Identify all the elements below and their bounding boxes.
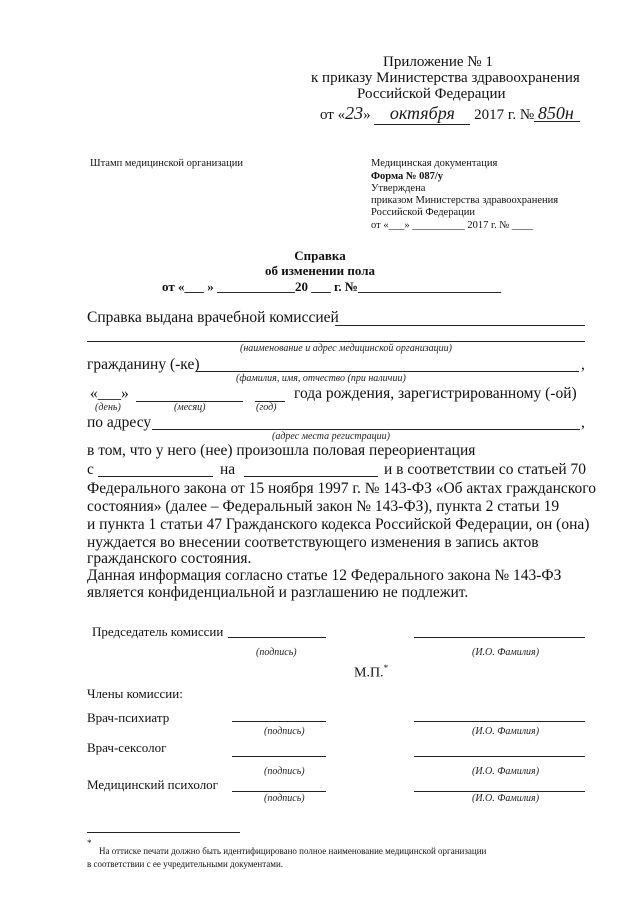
sexologist-sign-caption: (подпись): [264, 766, 305, 777]
appendix-month: октября: [374, 103, 470, 125]
issued-by-label: Справка выдана врачебной комиссией: [87, 309, 339, 326]
psychiatrist-sign-caption: (подпись): [264, 726, 305, 737]
sexologist-name-line: [414, 756, 585, 757]
form-info-line1: Медицинская документация: [371, 158, 498, 169]
paragraph1-line1: в том, что у него (нее) произошла половая переориентация: [87, 442, 476, 459]
address-comma: ,: [581, 414, 585, 431]
birth-day-field: «___»: [90, 385, 129, 402]
appendix-date: от «23» октября 2017 г. № 850н: [320, 103, 574, 123]
month-caption: (месяц): [174, 402, 206, 413]
chairman-name-line: [414, 637, 585, 638]
year-caption: (год): [256, 402, 277, 413]
sexologist-sign-line: [232, 756, 326, 757]
address-caption: (адрес места регистрации): [272, 431, 390, 442]
citizen-field-line: [196, 371, 579, 372]
footnote-marker: *: [87, 838, 92, 848]
form-info-date: от «___» __________ 2017 г. № ____: [371, 220, 533, 231]
fio-caption: (фамилия, имя, отчество (при наличии): [236, 373, 406, 384]
birth-registered-text: года рождения, зарегистрированному (-ой): [294, 385, 577, 402]
footnote-line2: в соответствии с ее учредительными документами.: [87, 859, 284, 869]
psychiatrist-sign-line: [232, 721, 326, 722]
appendix-number: 850н: [537, 103, 574, 123]
appendix-ministry: Российской Федерации: [357, 86, 506, 102]
paragraph2-line2: является конфиденциальной и разглашению не подлежит.: [87, 584, 469, 601]
paragraph1-line3: Федерального закона от 15 ноября 1997 г. № 143-ФЗ «Об актах гражданского: [87, 480, 596, 497]
day-caption: (день): [95, 402, 121, 413]
appendix-day: 23: [345, 103, 364, 123]
org-field-line1: [335, 325, 585, 326]
psychiatrist-name-line: [414, 721, 585, 722]
paragraph1-line5: и пункта 1 статьи 47 Гражданского кодекса Российской Федерации, он (она): [87, 516, 590, 533]
form-info-order: приказом Министерства здравоохранения: [371, 195, 559, 206]
chairman-name-caption: (И.О. Фамилия): [472, 647, 540, 658]
form-number: Форма № 087/у: [371, 171, 443, 182]
chairman-label: Председатель комиссии: [92, 624, 224, 639]
psychologist-sign-line: [232, 791, 326, 792]
paragraph2-line1: Данная информация согласно статье 12 Федерального закона № 143-ФЗ: [87, 567, 562, 584]
psychiatrist-name-caption: (И.О. Фамилия): [472, 726, 540, 737]
members-label: Члены комиссии:: [87, 686, 183, 701]
address-field-line: [152, 429, 580, 430]
document-date-number: от «___ » ____________20 ___ г. №______________________: [162, 279, 501, 294]
psychiatrist-label: Врач-психиатр: [87, 710, 170, 725]
footnote-line1: На оттиске печати должно быть идентифицировано полное наименование медицинской организации: [99, 846, 487, 856]
sexologist-label: Врач-сексолог: [87, 740, 167, 755]
psychologist-label: Медицинский психолог: [87, 777, 219, 792]
paragraph1-tail: и в соответствии со статьей 70: [384, 461, 587, 478]
form-info-ministry: Российской Федерации: [371, 207, 475, 218]
sexologist-name-caption: (И.О. Фамилия): [472, 766, 540, 777]
document-subtitle: об изменении пола: [265, 263, 375, 278]
address-label: по адресу: [87, 414, 152, 431]
citizen-comma: ,: [581, 356, 585, 373]
appendix-title: Приложение № 1: [383, 54, 493, 70]
sex-to-field-line: [244, 476, 378, 477]
psychologist-sign-caption: (подпись): [264, 793, 305, 804]
sex-from-field-line: [98, 476, 213, 477]
psychologist-name-line: [414, 791, 585, 792]
footnote-separator: [87, 832, 240, 833]
paragraph1-to: на: [220, 461, 236, 478]
form-info-approved: Утверждена: [371, 183, 426, 194]
psychologist-name-caption: (И.О. Фамилия): [472, 793, 540, 804]
paragraph1-line6: нуждается во внесении соответствующего изменения в запись актов: [87, 534, 539, 551]
chairman-sign-caption: (подпись): [256, 647, 297, 658]
paragraph1-line7: гражданского состояния.: [87, 550, 252, 567]
document-title: Справка: [294, 248, 346, 263]
seal-placeholder: М.П.*: [354, 663, 389, 681]
chairman-sign-line: [228, 637, 326, 638]
org-caption: (наименование и адрес медицинской организации): [240, 343, 452, 354]
paragraph1-line4: состояния» (далее – Федеральный закон № 143-ФЗ), пункта 2 статьи 19: [87, 498, 560, 515]
org-field-line2: [87, 341, 585, 342]
paragraph1-from: с: [87, 461, 94, 478]
appendix-number-underline: [534, 121, 580, 122]
citizen-label: гражданину (-ке): [87, 356, 200, 373]
stamp-label: Штамп медицинской организации: [90, 158, 243, 169]
appendix-order: к приказу Министерства здравоохранения: [311, 70, 580, 86]
